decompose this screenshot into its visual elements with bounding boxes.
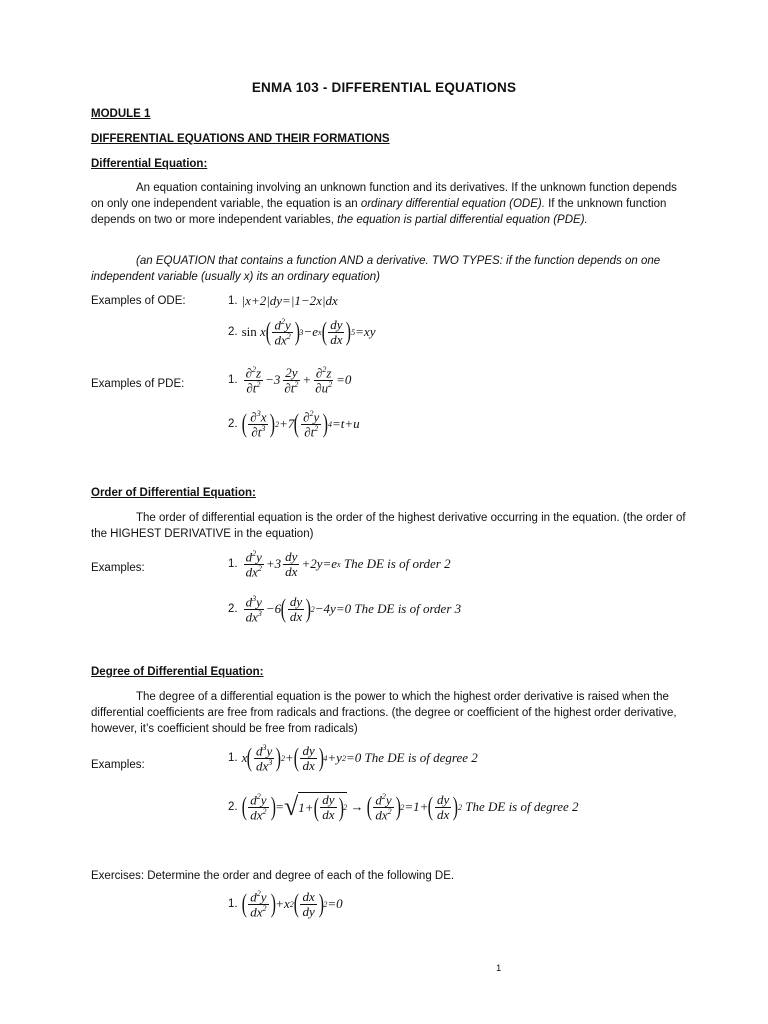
order-heading: Order of Differential Equation: [91,487,256,499]
degree-example-1: 1. x ( $\frac{d^3y}{dx^3}$ ) 2 + ( $\frac{dy}{dx}$ ) 4 +y 2 =0 The DE is of degree 2 [228,743,478,774]
pde-example-1: 1. $\frac{\partial^2z}{\partial t^2}$ −3 $\frac{2y}{\partial t^2}$ + $\frac{\partial^2z}{\partial u^2}$ =0 [228,365,352,396]
degree-examples-label: Examples: [91,759,145,771]
exercises-intro: Exercises: Determine the order and degree of each of the following DE. [91,870,455,882]
de-definition: An equation containing involving an unknown function and its derivatives. If the unknown function depends on only one independent variable, the equation is an ordinary differential equation (ODE). If the unknown function depends on two or more independent variables, the equation is partial differential equation (PDE). [91,182,677,226]
module-heading: MODULE 1 [91,108,151,120]
page-number: 1 [496,963,502,974]
degree-heading: Degree of Differential Equation: [91,666,264,678]
order-examples-label: Examples: [91,562,145,574]
exercise-1: 1. ( $\frac{d^2y}{dx^2}$ ) +x 2 ( $\frac{dx}{dy}$ ) 2 =0 [228,889,343,920]
pde-example-2: 2. ( $\frac{\partial^3x}{\partial t^3}$ ) 2 +7 ( $\frac{\partial^2y}{\partial t^2}$ ) 4 =t+u [228,409,360,440]
ode-example-1: 1. |x+2|dy=|1−2x|dx [228,293,338,308]
pde-label: Examples of PDE: [91,378,185,390]
ode-label: Examples of ODE: [91,295,186,307]
section-heading: DIFFERENTIAL EQUATIONS AND THEIR FORMATIONS [91,133,390,145]
degree-definition: The degree of a differential equation is the power to which the highest order derivative is raised when the differential coefficients are free from radicals and fractions. (the degree or coefficient of the highest order derivative, however, it’s coefficient should be free from radicals) [91,691,677,735]
order-example-2: 2. $\frac{d^3y}{dx^3}$ −6 ( $\frac{dy}{dx}$ ) 2 −4y=0 The DE is of order 3 [228,594,462,625]
de-note: (an EQUATION that contains a function AND a derivative. TWO TYPES: if the function depends on one independent variable (usually x) its an ordinary equation) [91,255,661,283]
degree-example-2: 2. ( $\frac{d^2y}{dx^2}$ ) = √ 1+ ( $\frac{dy}{dx}$ ) 2 → ( $\frac{d^2y}{dx^2}$ ) 2 =1+ ( $\frac{dy}{dx}$ ) 2 The DE is of degree 2 [228,791,579,822]
order-example-1: 1. $\frac{d^2y}{dx^2}$ +3 $\frac{dy}{dx}$ +2y=e x The DE is of order 2 [228,549,451,580]
ode-example-2: 2. sin x ( $\frac{d^2y}{dx^2}$ ) 3 −e x ( $\frac{dy}{dx}$ ) 5 =xy [228,317,376,348]
document-title: ENMA 103 - DIFFERENTIAL EQUATIONS [251,80,517,95]
de-heading: Differential Equation: [91,158,208,170]
order-definition: The order of differential equation is the order of the highest derivative occurring in the equation. (the order of the HIGHEST DERIVATIVE in the equation) [91,512,686,540]
